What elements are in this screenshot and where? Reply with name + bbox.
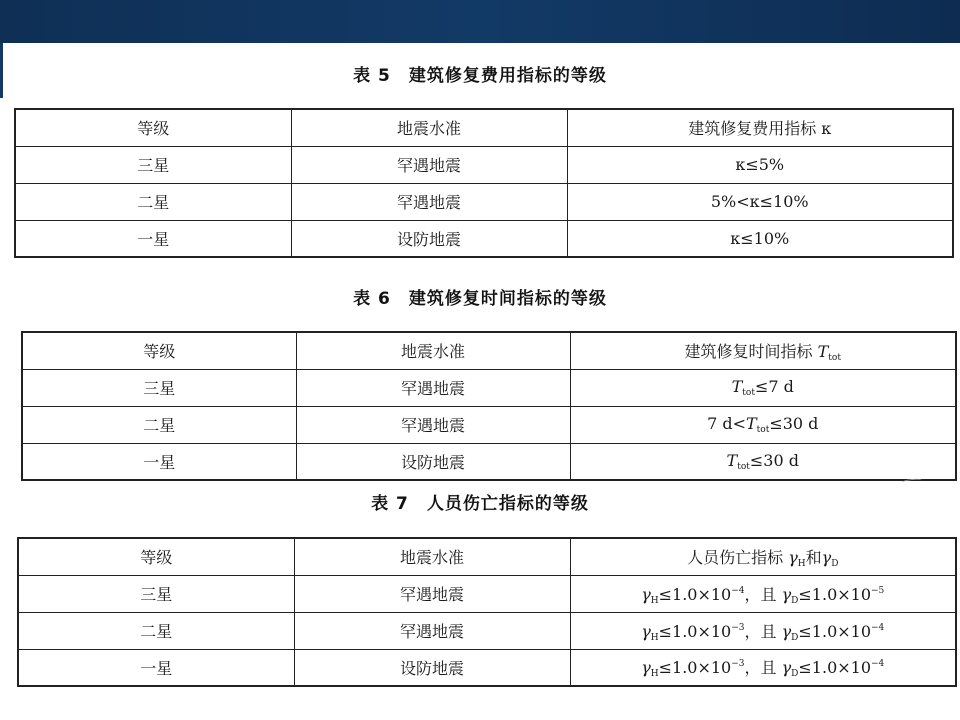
table6-value-subscript: tot xyxy=(742,388,755,398)
gamma-h-exponent: −3 xyxy=(731,622,745,633)
table7-value xyxy=(570,575,956,612)
gamma-d-symbol: γ xyxy=(781,584,792,604)
gamma-d-value: ≤1.0×10 xyxy=(798,658,872,678)
table6-value xyxy=(570,406,956,443)
table5-grade: 一星 xyxy=(15,220,291,257)
and-text: ，且 xyxy=(744,621,782,641)
gamma-h-value: ≤1.0×10 xyxy=(658,658,732,678)
table5-number: 表 5 xyxy=(353,66,391,86)
table7-grade: 一星 xyxy=(18,649,294,686)
table5-level: 设防地震 xyxy=(291,220,567,257)
and-text: ，且 xyxy=(744,584,782,604)
table7-header-gamma-d: γ xyxy=(821,547,832,567)
table5-header-row xyxy=(15,109,953,146)
table6-header-grade: 等级 xyxy=(22,332,296,369)
table7-level: 罕遇地震 xyxy=(294,612,570,649)
gamma-h-exponent: −3 xyxy=(731,659,745,670)
table-row xyxy=(22,369,956,406)
table-row xyxy=(18,575,956,612)
gamma-h-subscript: H xyxy=(650,669,659,680)
table7-grade: 三星 xyxy=(18,575,294,612)
table-row xyxy=(15,183,953,220)
table7-number: 表 7 xyxy=(371,494,409,514)
table7-value xyxy=(570,612,956,649)
gamma-d-symbol: γ xyxy=(781,621,792,641)
table7-header-level: 地震水准 xyxy=(294,538,570,575)
table5-header-index: 建筑修复费用指标 κ xyxy=(567,109,953,146)
gamma-h-symbol: γ xyxy=(641,658,651,678)
table5 xyxy=(14,108,954,258)
table7-title: 人员伤亡指标的等级 xyxy=(426,494,589,514)
table5-title: 建筑修复费用指标的等级 xyxy=(408,66,607,86)
table6-value-symbol: T xyxy=(726,450,738,470)
table6-title: 建筑修复时间指标的等级 xyxy=(408,289,607,309)
table7-header-index-label: 人员伤亡指标 xyxy=(687,547,789,567)
gamma-d-value: ≤1.0×10 xyxy=(798,584,872,604)
table6-header-level: 地震水准 xyxy=(296,332,570,369)
table6-value xyxy=(570,443,956,480)
table5-level: 罕遇地震 xyxy=(291,183,567,220)
table5-header-grade: 等级 xyxy=(15,109,291,146)
table7 xyxy=(17,537,957,687)
table6-grade: 一星 xyxy=(22,443,296,480)
table-row xyxy=(15,220,953,257)
table-row xyxy=(22,406,956,443)
table6-value-subscript: tot xyxy=(737,461,750,472)
table5-grade: 二星 xyxy=(15,183,291,220)
table6-value-suffix: ≤7 d xyxy=(754,377,794,396)
table-row xyxy=(18,649,956,686)
table6-grade: 三星 xyxy=(22,369,296,406)
gamma-d-symbol: γ xyxy=(781,658,792,678)
table6-value-symbol: T xyxy=(731,377,743,396)
table6-level: 罕遇地震 xyxy=(296,406,570,443)
table7-value xyxy=(570,649,956,686)
table6-value-symbol: T xyxy=(746,414,757,433)
table6-header-index-label: 建筑修复时间指标 xyxy=(684,341,818,361)
table7-grade: 二星 xyxy=(18,612,294,649)
table7-header-row xyxy=(18,538,956,575)
table7-level: 罕遇地震 xyxy=(294,575,570,612)
table5-value: κ≤5% xyxy=(567,146,953,183)
table6 xyxy=(21,331,957,481)
gamma-h-symbol: γ xyxy=(641,621,651,641)
gamma-d-exponent: −5 xyxy=(871,585,885,596)
table5-level: 罕遇地震 xyxy=(291,146,567,183)
table7-header-gamma-h: γ xyxy=(788,547,798,567)
table7-header-and: 和 xyxy=(805,547,822,567)
table7-header-sub-d: D xyxy=(831,558,839,569)
table5-header-level: 地震水准 xyxy=(291,109,567,146)
table6-grade: 二星 xyxy=(22,406,296,443)
table-row xyxy=(15,146,953,183)
table7-header-grade: 等级 xyxy=(18,538,294,575)
top-banner xyxy=(0,0,960,43)
gamma-h-symbol: γ xyxy=(641,584,651,604)
gamma-d-exponent: −4 xyxy=(871,659,885,670)
gamma-d-subscript: D xyxy=(791,595,799,606)
table7-header-sub-h: H xyxy=(797,558,806,569)
table6-value-subscript: tot xyxy=(756,425,770,435)
table5-grade: 三星 xyxy=(15,146,291,183)
gamma-d-exponent: −4 xyxy=(871,622,885,633)
table6-value xyxy=(570,369,956,406)
and-text: ，且 xyxy=(744,658,782,678)
gamma-h-value: ≤1.0×10 xyxy=(658,621,732,641)
table6-header-symbol: T xyxy=(817,341,829,361)
gamma-h-subscript: H xyxy=(650,595,659,606)
table7-caption xyxy=(0,489,960,514)
table5-value: κ≤10% xyxy=(567,220,953,257)
table6-value-prefix: 7 d< xyxy=(707,414,746,433)
table6-header-index xyxy=(570,332,956,369)
table7-header-index xyxy=(570,538,956,575)
table6-value-suffix: ≤30 d xyxy=(749,450,799,470)
table-row xyxy=(18,612,956,649)
gamma-h-subscript: H xyxy=(650,632,659,643)
table6-header-row xyxy=(22,332,956,369)
gamma-d-subscript: D xyxy=(791,632,799,643)
table5-caption xyxy=(0,61,960,86)
table6-header-subscript: tot xyxy=(828,352,841,363)
gamma-h-value: ≤1.0×10 xyxy=(658,584,732,604)
table6-value-suffix: ≤30 d xyxy=(769,414,819,433)
table7-level: 设防地震 xyxy=(294,649,570,686)
table5-value: 5%<κ≤10% xyxy=(567,183,953,220)
table6-level: 设防地震 xyxy=(296,443,570,480)
gamma-d-value: ≤1.0×10 xyxy=(798,621,872,641)
table6-number: 表 6 xyxy=(353,289,391,309)
table6-level: 罕遇地震 xyxy=(296,369,570,406)
gamma-h-exponent: −4 xyxy=(731,585,745,596)
table6-caption xyxy=(0,284,960,309)
gamma-d-subscript: D xyxy=(791,669,799,680)
table-row xyxy=(22,443,956,480)
